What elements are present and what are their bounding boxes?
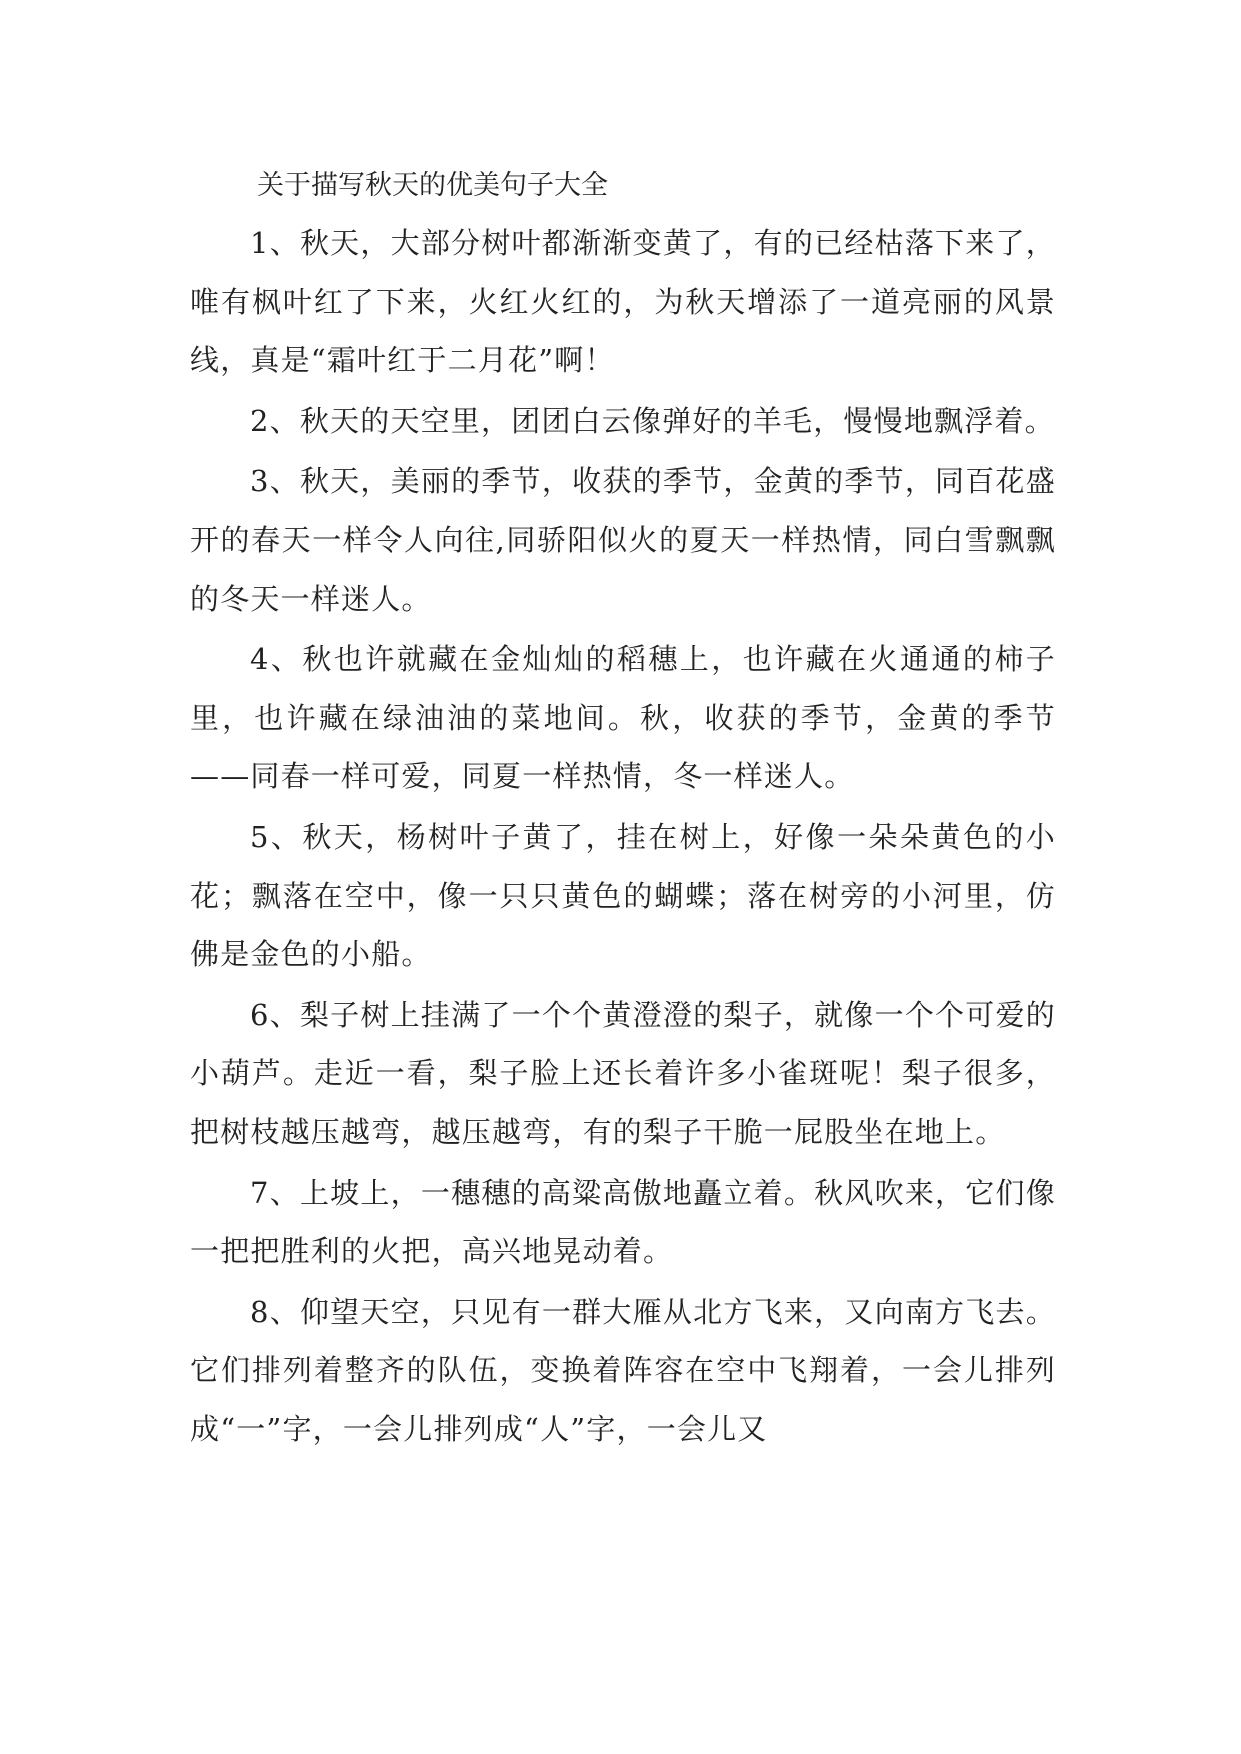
paragraph-1: 1、秋天，大部分树叶都渐渐变黄了，有的已经枯落下来了，唯有枫叶红了下来，火红火红的，为秋天增添了一道亮丽的风景线，真是“霜叶红于二月花”啊！ bbox=[190, 226, 1056, 378]
paragraph-3: 3、秋天，美丽的季节，收获的季节，金黄的季节，同百花盛开的春天一样令人向往,同骄阳似火的夏天一样热情，同白雪飘飘的冬天一样迷人。 bbox=[190, 464, 1056, 616]
paragraph-4: 4、秋也许就藏在金灿灿的稻穗上，也许藏在火通通的柿子里，也许藏在绿油油的菜地间。秋，收获的季节，金黄的季节——同春一样可爱，同夏一样热情，冬一样迷人。 bbox=[190, 642, 1056, 794]
paragraph-5: 5、秋天，杨树叶子黄了，挂在树上，好像一朵朵黄色的小花；飘落在空中，像一只只黄色的蝴蝶；落在树旁的小河里，仿佛是金色的小船。 bbox=[190, 819, 1056, 972]
paragraph-6: 6、梨子树上挂满了一个个黄澄澄的梨子，就像一个个可爱的小葫芦。走近一看，梨子脸上还长着许多小雀斑呢！梨子很多，把树枝越压越弯，越压越弯，有的梨子干脆一屁股坐在地上。 bbox=[190, 997, 1056, 1149]
paragraph-8: 8、仰望天空，只见有一群大雁从北方飞来，又向南方飞去。它们排列着整齐的队伍，变换着阵容在空中飞翔着，一会儿排列成“一”字，一会儿排列成“人”字，一会儿又 bbox=[190, 1294, 1056, 1446]
paragraph-7: 7、上坡上，一穗穗的高粱高傲地矗立着。秋风吹来，它们像一把把胜利的火把，高兴地晃动着。 bbox=[190, 1175, 1056, 1269]
document-body bbox=[190, 158, 1056, 1458]
document-title: 关于描写秋天的优美句子大全 bbox=[257, 170, 608, 201]
paragraph-2: 2、秋天的天空里，团团白云像弹好的羊毛，慢慢地飘浮着。 bbox=[250, 403, 1055, 438]
